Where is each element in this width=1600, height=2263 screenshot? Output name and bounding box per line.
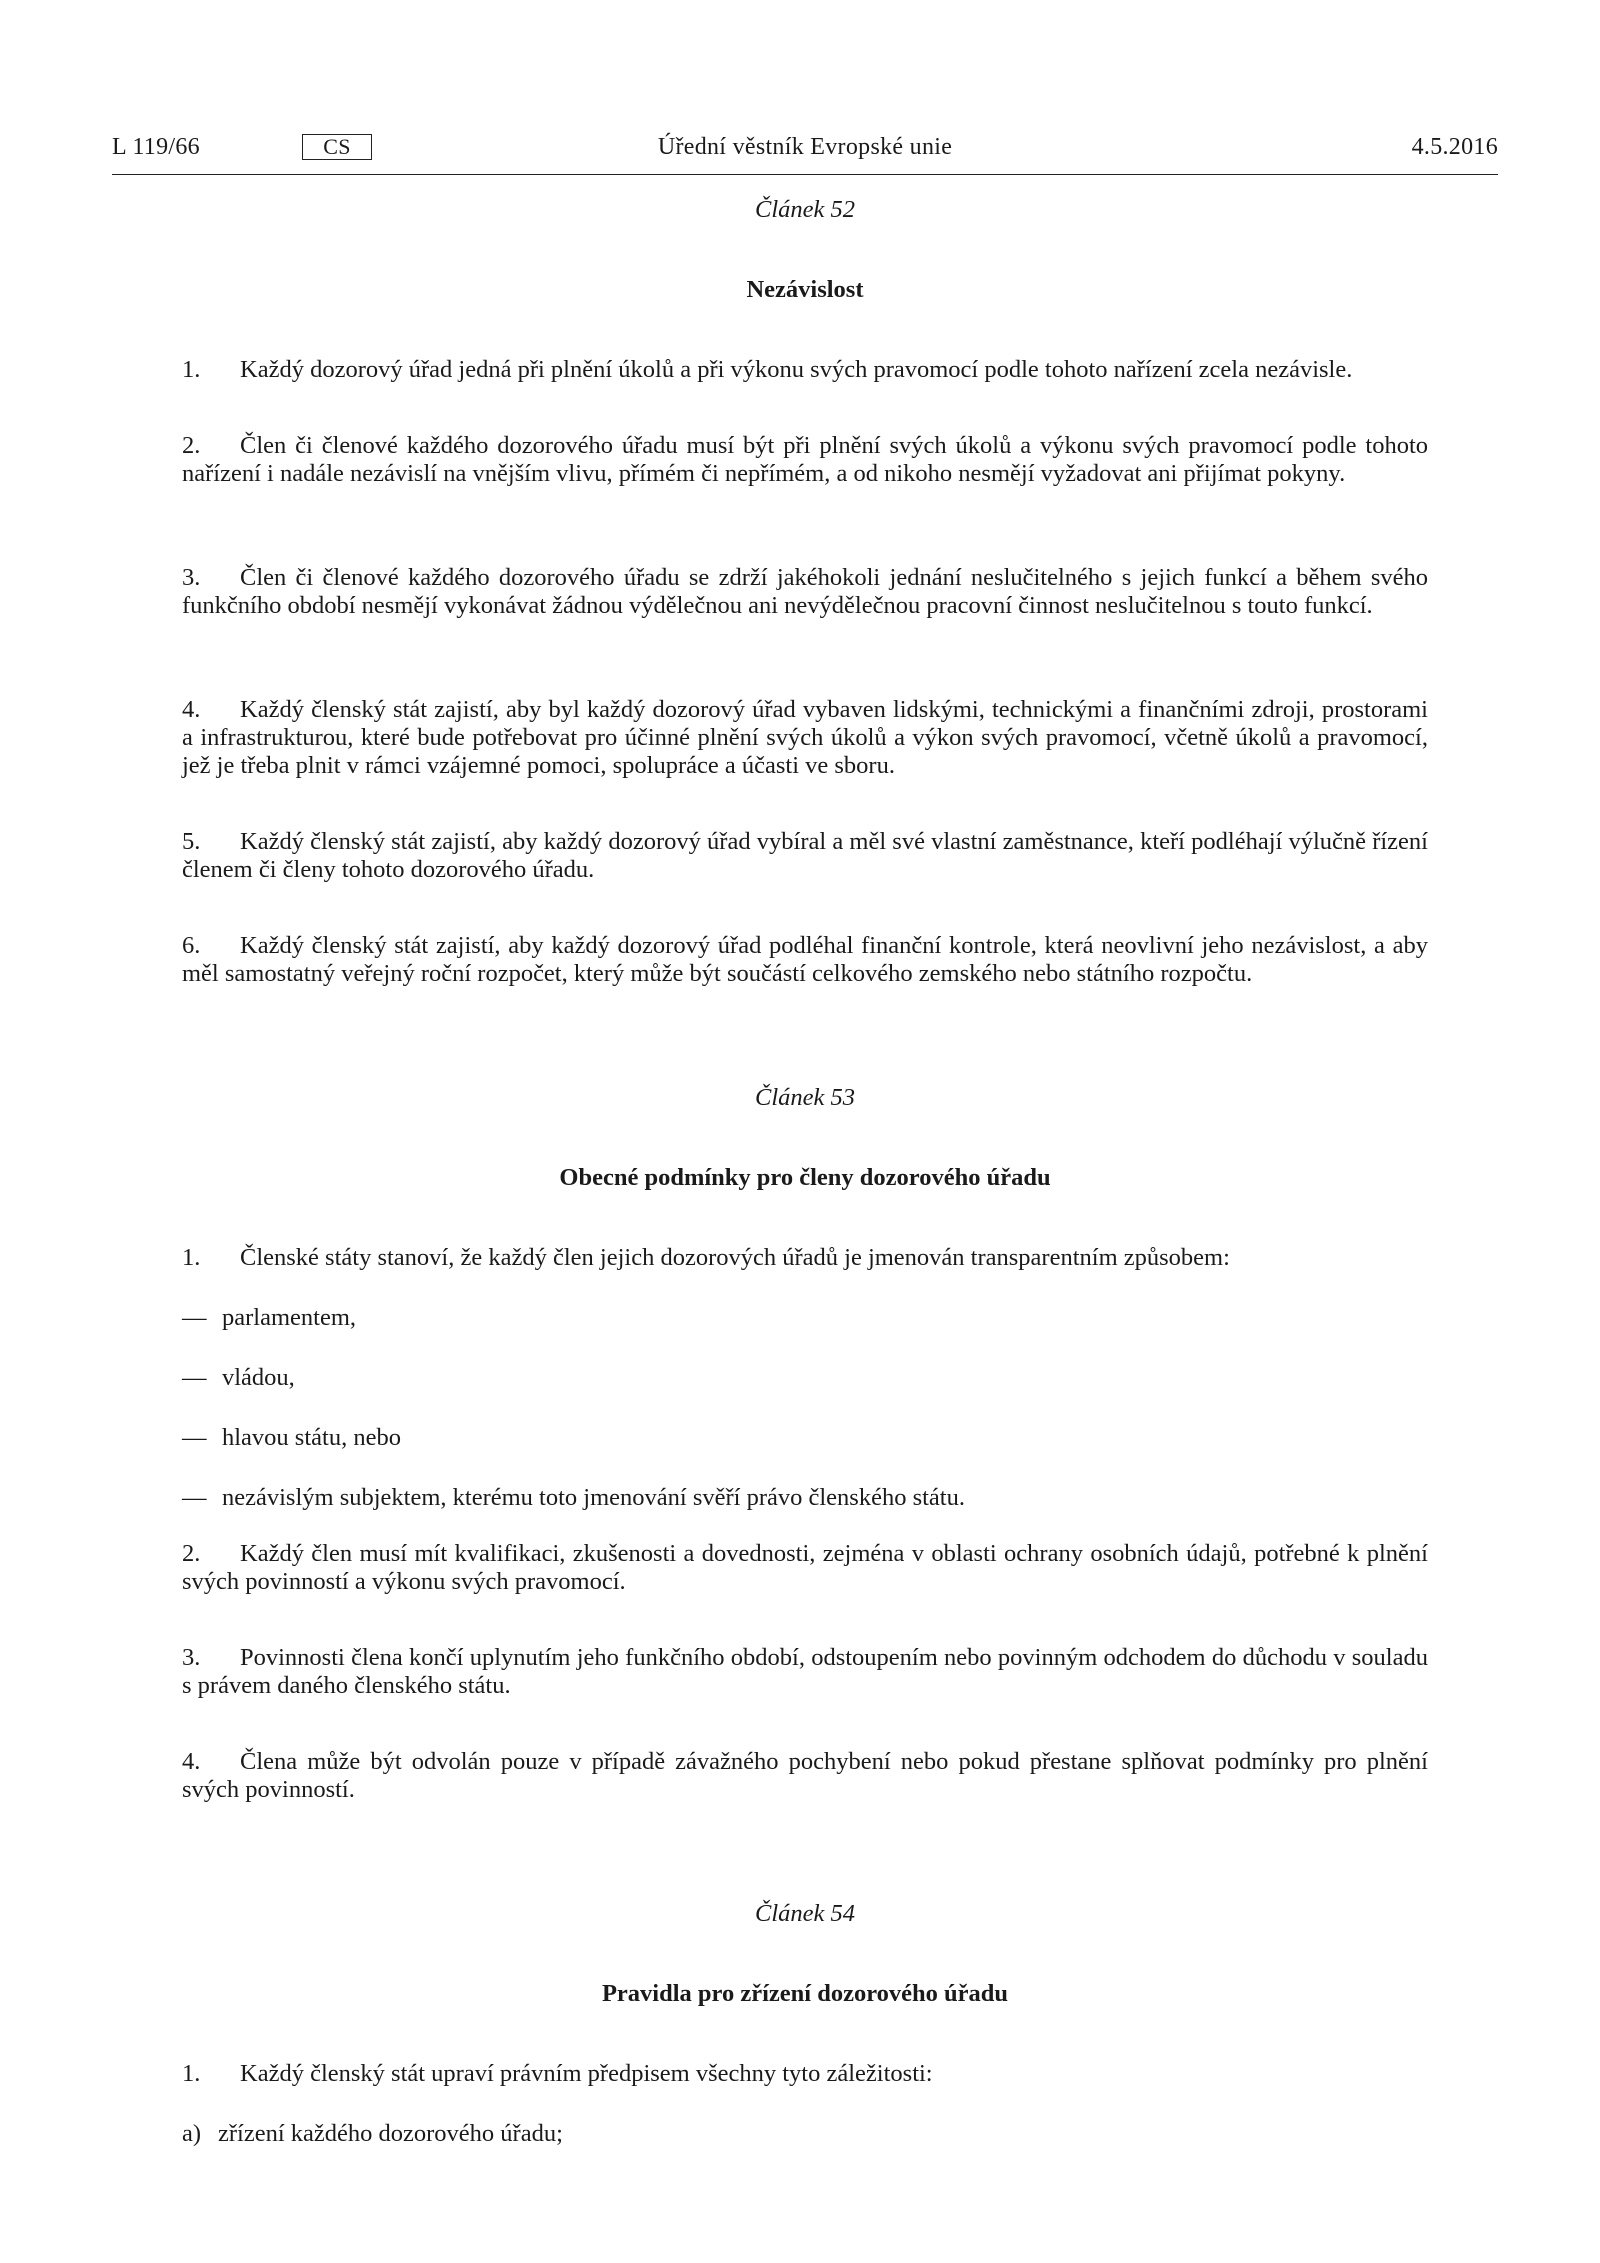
paragraph-number: 6.: [182, 932, 201, 959]
article-title: Nezávislost: [746, 276, 864, 303]
paragraph: [182, 1540, 1428, 1596]
paragraph-number: 3.: [182, 1644, 201, 1671]
paragraph: [182, 432, 1428, 488]
dash-item: [182, 1304, 1428, 1332]
dash-item-text: hlavou státu, nebo: [222, 1424, 401, 1451]
paragraph: [182, 564, 1428, 620]
paragraph-text: Každý členský stát zajistí, aby byl každý dozorový úřad vybaven lidskými, technickými a finančními zdroji, prostorami a infrastrukturou, které bude potřebovat pro účinné plnění svých úkolů a výkon svých pravomocí, včetně úkolů a pravomocí, jež je třeba plnit v rámci vzájemné pomoci, spolupráce a účasti ve sboru.: [182, 696, 1428, 779]
paragraph: [182, 932, 1428, 988]
paragraph-number: 2.: [182, 1540, 201, 1567]
article-number: Článek 52: [754, 196, 856, 223]
paragraph-text: Povinnosti člena končí uplynutím jeho funkčního období, odstoupením nebo povinným odchodem do důchodu v souladu s právem daného členského státu.: [182, 1644, 1428, 1699]
dash-item-text: parlamentem,: [222, 1304, 357, 1331]
paragraph-text: Člena může být odvolán pouze v případě závažného pochybení nebo pokud přestane splňovat podmínky pro plnění svých povinností.: [182, 1748, 1428, 1803]
paragraph-number: 1.: [182, 356, 201, 383]
paragraph-number: 4.: [182, 696, 201, 723]
paragraph-number: 5.: [182, 828, 201, 855]
paragraph: [182, 1244, 1428, 1272]
paragraph-text: Každý člen musí mít kvalifikaci, zkušenosti a dovednosti, zejména v oblasti ochrany osobních údajů, potřebné k plnění svých povinností a výkonu svých pravomocí.: [182, 1540, 1428, 1595]
publication-date: 4.5.2016: [1411, 134, 1498, 160]
dash-item: [182, 1364, 1428, 1392]
paragraph-number: 2.: [182, 432, 201, 459]
paragraph-text: Každý členský stát zajistí, aby každý dozorový úřad podléhal finanční kontrole, která neovlivní jeho nezávislost, a aby měl samostatný veřejný roční rozpočet, který může být součástí celkového zemského nebo státního rozpočtu.: [182, 932, 1428, 987]
dash-item: [182, 1424, 1428, 1452]
dash-item-text: nezávislým subjektem, kterému toto jmenování svěří právo členského státu.: [222, 1484, 965, 1511]
paragraph-text: Každý členský stát upraví právním předpisem všechny tyto záležitosti:: [240, 2060, 933, 2087]
language-badge: CS: [302, 134, 372, 160]
dash-marker: —: [182, 1304, 207, 1331]
paragraph: [182, 1748, 1428, 1804]
journal-header: [112, 130, 1498, 175]
dash-marker: —: [182, 1424, 207, 1451]
paragraph: [182, 1644, 1428, 1700]
paragraph: [182, 356, 1428, 384]
letter-item: [182, 2120, 1428, 2148]
paragraph-text: Člen či členové každého dozorového úřadu se zdrží jakéhokoli jednání neslučitelného s jejich funkcí a během svého funkčního období nesmějí vykonávat žádnou výdělečnou ani nevýdělečnou pracovní činnost neslučitelnou s touto funkcí.: [182, 564, 1428, 619]
paragraph-number: 1.: [182, 2060, 201, 2087]
letter-item-text: zřízení každého dozorového úřadu;: [218, 2120, 563, 2147]
paragraph-number: 3.: [182, 564, 201, 591]
paragraph-text: Člen či členové každého dozorového úřadu musí být při plnění svých úkolů a výkonu svých pravomocí podle tohoto nařízení i nadále nezávislí na vnějším vlivu, přímém či nepřímém, a od nikoho nesmějí vyžadovat ani přijímat pokyny.: [182, 432, 1428, 487]
paragraph: [182, 2060, 1428, 2088]
paragraph: [182, 696, 1428, 780]
dash-marker: —: [182, 1484, 207, 1511]
article-number: Článek 53: [754, 1084, 856, 1111]
article-title: Obecné podmínky pro členy dozorového úřadu: [559, 1164, 1051, 1191]
paragraph-text: Členské státy stanoví, že každý člen jejich dozorových úřadů je jmenován transparentním způsobem:: [240, 1244, 1230, 1271]
paragraph-number: 1.: [182, 1244, 201, 1271]
paragraph: [182, 828, 1428, 884]
journal-title: Úřední věstník Evropské unie: [657, 134, 953, 160]
page-reference: L 119/66: [112, 134, 200, 160]
paragraph-text: Každý členský stát zajistí, aby každý dozorový úřad vybíral a měl své vlastní zaměstnance, kteří podléhají výlučně řízení členem či členy tohoto dozorového úřadu.: [182, 828, 1428, 883]
dash-item-text: vládou,: [222, 1364, 295, 1391]
dash-item: [182, 1484, 1428, 1512]
article-number: Článek 54: [754, 1900, 856, 1927]
paragraph-number: 4.: [182, 1748, 201, 1775]
dash-marker: —: [182, 1364, 207, 1391]
article-title: Pravidla pro zřízení dozorového úřadu: [601, 1980, 1009, 2007]
paragraph-text: Každý dozorový úřad jedná při plnění úkolů a při výkonu svých pravomocí podle tohoto nařízení zcela nezávisle.: [240, 356, 1353, 383]
letter-marker: a): [182, 2120, 202, 2147]
